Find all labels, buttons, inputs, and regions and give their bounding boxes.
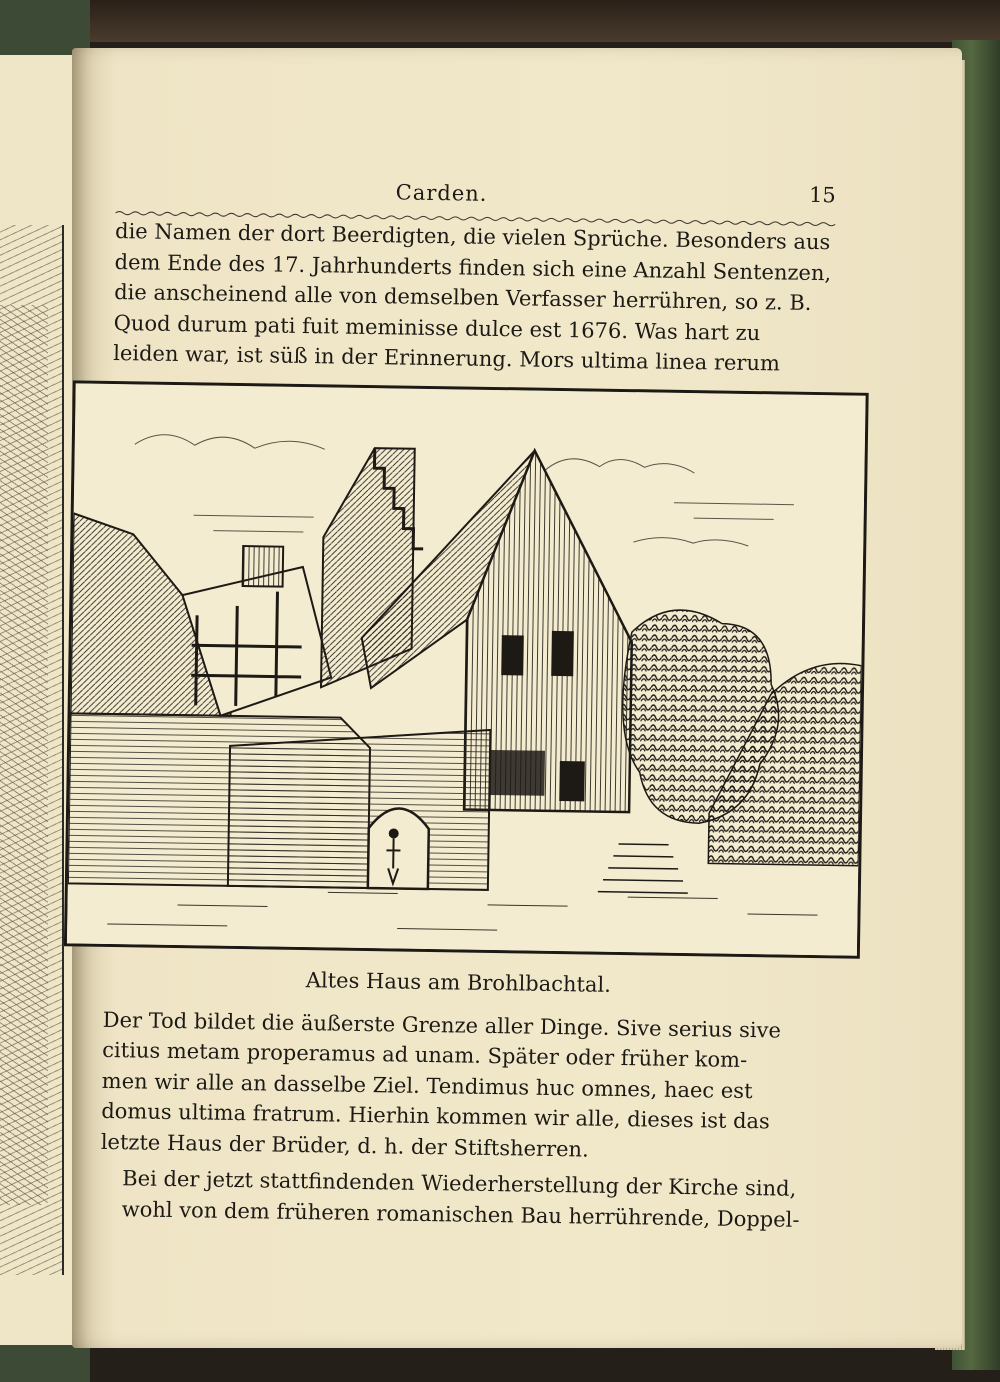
bottom-paragraph [101,1004,823,1168]
facing-illustration-hatching [0,305,48,1205]
top-paragraph [113,216,835,380]
book-cover-top [0,0,1000,42]
text-line: Bei der jetzt stattfindenden Wiederherstellung der Kirche sind, [122,1166,797,1201]
page-content [100,176,836,1235]
text-line: dem Ende des 17. Jahrhunderts finden sich eine Anzahl Sentenzen, [114,249,832,285]
text-line: men wir alle an dasselbe Ziel. Tendimus huc omnes, haec est [101,1068,753,1103]
text-line: citius metam properamus ad unam. Später oder früher kom- [102,1037,748,1073]
illustration-caption: Altes Haus am Brohlbachtal. [305,967,612,997]
text-line: Der Tod bildet die äußerste Grenze aller Dinge. Sive serius sive [102,1007,782,1043]
facing-page-illustration [0,225,64,1275]
book-page [72,48,962,1348]
text-line: domus ultima fratrum. Hierhin kommen wir alle, dieses ist das [101,1098,770,1134]
old-house-engraving [67,383,866,955]
page-number: 15 [808,182,836,208]
text-line: wohl von dem früheren romanischen Bau herrührende, Doppel- [121,1196,800,1232]
text-line: letzte Haus der Brüder, d. h. der Stiftsherren. [100,1129,589,1162]
running-head: Carden. [395,180,488,206]
text-line: Quod durum pati fuit meminisse dulce est 1676. Was hart zu [113,310,761,345]
text-line: die anscheinend alle von demselben Verfasser herrühren, so z. B. [113,279,812,315]
illustration-frame [64,380,869,958]
text-line: die Namen der dort Beerdigten, die vielen Sprüche. Besonders aus [114,218,831,255]
text-line: leiden war, ist süß in der Erinnerung. Mors ultima linea rerum [113,340,781,376]
final-paragraph [100,1163,821,1235]
